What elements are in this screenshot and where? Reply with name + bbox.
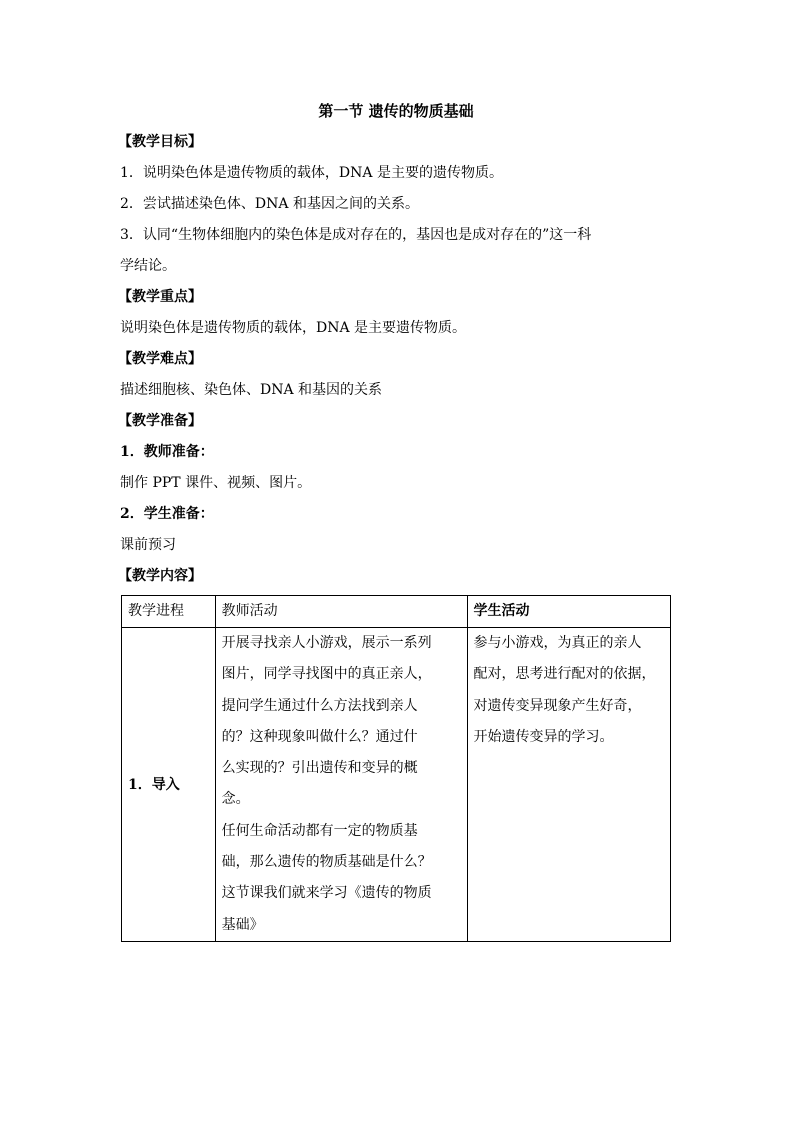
teacher-activity-line: 开展寻找亲人小游戏，展示一系列 [221, 635, 432, 651]
table-row [122, 628, 671, 942]
lesson-plan-page [120, 96, 672, 592]
objective-item: 3．认同“生物体细胞内的染色体是成对存在的，基因也是成对存在的”这一科 [120, 227, 592, 243]
student-activity-line: 开始遗传变异的学习。 [473, 728, 614, 745]
objective-item: 1．说明染色体是遗传物质的载体，DNA 是主要的遗传物质。 [120, 165, 503, 181]
teacher-activity-line: 念。 [221, 791, 250, 808]
stage-cell: 1．导入 [122, 628, 216, 942]
key-points-heading: 【教学重点】 [118, 289, 202, 305]
preparation-heading: 【教学准备】 [118, 413, 202, 429]
student-preparation-text: 课前预习 [120, 537, 176, 553]
content-heading: 【教学内容】 [118, 568, 202, 584]
table-header-row [122, 596, 671, 628]
page-title: 第一节 遗传的物质基础 [318, 102, 474, 120]
teacher-activity-line: 图片，同学寻找图中的真正亲人， [221, 666, 432, 683]
teacher-activity-line: 基础》 [221, 916, 264, 933]
difficulties-heading: 【教学难点】 [118, 351, 202, 367]
objective-item: 2．尝试描述染色体、DNA 和基因之间的关系。 [120, 196, 419, 212]
lesson-content-table [121, 595, 671, 942]
header-student-activity: 学生活动 [467, 596, 670, 628]
teacher-activity-line: 任何生命活动都有一定的物质基 [221, 822, 418, 839]
teacher-activity-cell [215, 628, 467, 942]
key-points-text: 说明染色体是遗传物质的载体，DNA 是主要遗传物质。 [120, 320, 467, 336]
student-activity-line: 配对，思考进行配对的依据， [473, 666, 656, 683]
header-teacher-activity: 教师活动 [215, 596, 467, 628]
teacher-activity-line: 提问学生通过什么方法找到亲人 [221, 697, 418, 714]
teacher-activity-line: 这节课我们就来学习《遗传的物质 [221, 885, 432, 902]
objective-item: 学结论。 [120, 258, 176, 274]
student-activity-line: 对遗传变异现象产生好奇， [473, 697, 642, 714]
student-preparation-label: 2．学生准备： [120, 506, 214, 522]
teacher-activity-line: 的？这种现象叫做什么？通过什 [221, 728, 418, 745]
objectives-heading: 【教学目标】 [118, 134, 202, 150]
teacher-activity-line: 础，那么遗传的物质基础是什么？ [221, 854, 432, 871]
difficulties-text: 描述细胞核、染色体、DNA 和基因的关系 [120, 382, 383, 398]
teacher-activity-line: 么实现的？引出遗传和变异的概 [221, 760, 418, 777]
teacher-preparation-label: 1．教师准备： [120, 444, 214, 460]
student-activity-line: 参与小游戏，为真正的亲人 [473, 635, 642, 651]
header-stage: 教学进程 [122, 596, 216, 628]
student-activity-cell [467, 628, 670, 942]
teacher-preparation-text: 制作 PPT 课件、视频、图片。 [120, 475, 312, 491]
